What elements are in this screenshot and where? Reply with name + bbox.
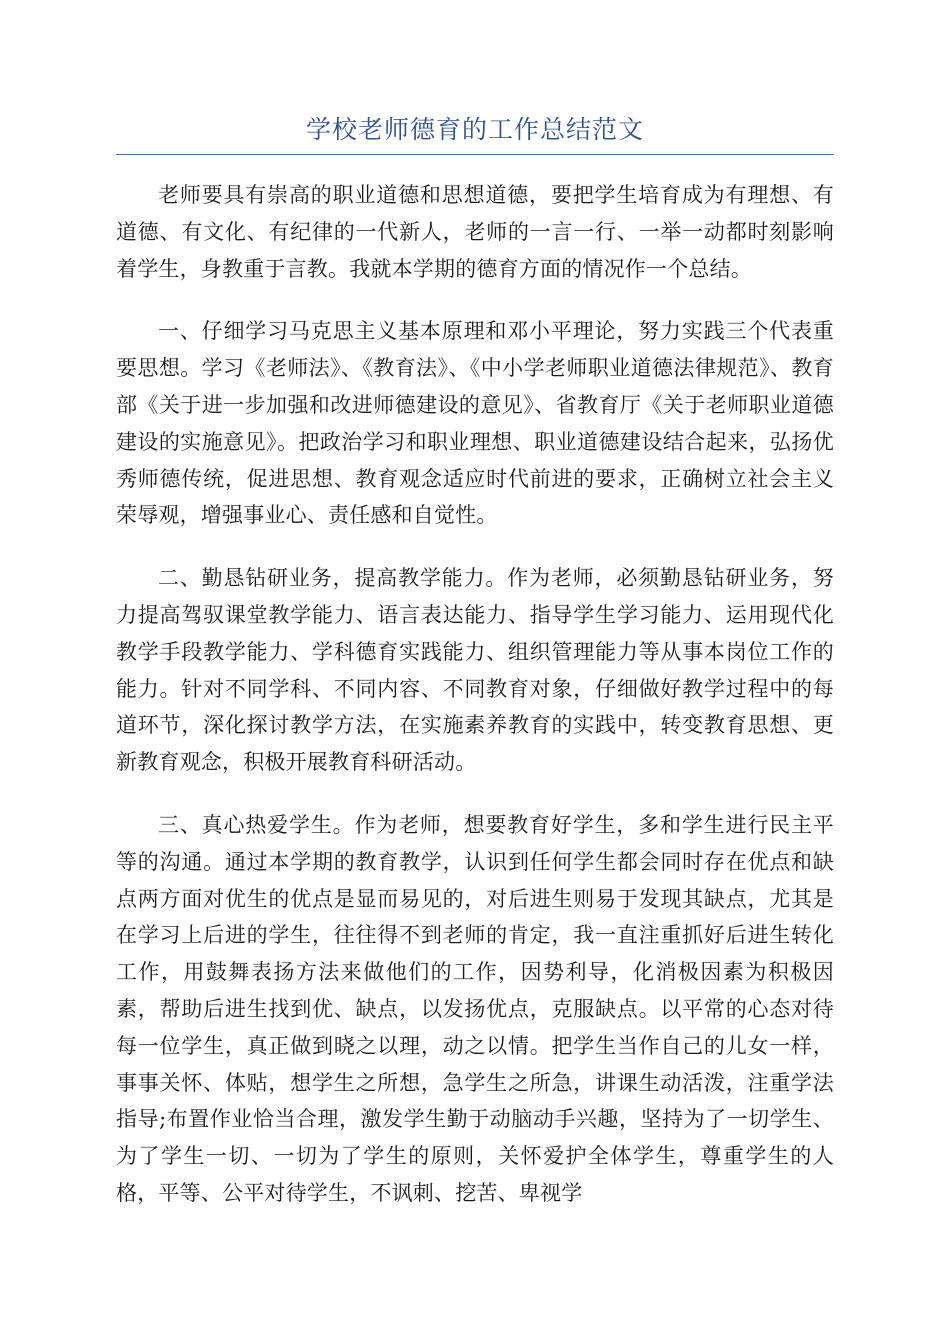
paragraph-intro: 老师要具有崇高的职业道德和思想道德，要把学生培育成为有理想、有道德、有文化、有纪律的一代新人，老师的一言一行、一举一动都时刻影响着学生，身教重于言教。我就本学期的德育方面的情况作一个总结。 <box>116 183 834 281</box>
document-title: 学校老师德育的工作总结范文 <box>305 115 644 144</box>
title-underline <box>116 154 834 155</box>
paragraph-section-3: 三、真心热爱学生。作为老师，想要教育好学生，多和学生进行民主平等的沟通。通过本学期的教育教学，认识到任何学生都会同时存在优点和缺点两方面对优生的优点是显而易见的，对后进生则易于发现其缺点，尤其是在学习上后进的学生，往往得不到老师的肯定，我一直注重抓好后进生转化工作，用鼓舞表扬方法来做他们的工作，因势利导，化消极因素为积极因素，帮助后进生找到优、缺点，以发扬优点，克服缺点。以平常的心态对待每一位学生，真正做到晓之以理，动之以情。把学生当作自己的儿女一样，事事关怀、体贴，想学生之所想，急学生之所急，讲课生动活泼，注重学法指导;布置作业恰当合理，激发学生勤于动脑动手兴趣，坚持为了一切学生、为了学生一切、一切为了学生的原则，关怀爱护全体学生，尊重学生的人格，平等、公平对待学生，不讽刺、挖苦、卑视学 <box>116 812 834 1205</box>
paragraph-section-1: 一、仔细学习马克思主义基本原理和邓小平理论，努力实践三个代表重要思想。学习《老师法》、《教育法》、《中小学老师职业道德法律规范》、教育部《关于进一步加强和改进师德建设的意见》、省教育厅《关于老师职业道德建设的实施意见》。把政治学习和职业理想、职业道德建设结合起来，弘扬优秀师德传统，促进思想、教育观念适应时代前进的要求，正确树立社会主义荣辱观，增强事业心、责任感和自觉性。 <box>116 319 834 528</box>
document-body <box>116 177 834 1238</box>
paragraph-section-2: 二、勤恳钻研业务，提高教学能力。作为老师，必须勤恳钻研业务，努力提高驾驭课堂教学能力、语言表达能力、指导学生学习能力、运用现代化教学手段教学能力、学科德育实践能力、组织管理能力等从事本岗位工作的能力。针对不同学科、不同内容、不同教育对象，仔细做好教学过程中的每道环节，深化探讨教学方法，在实施素养教育的实践中，转变教育思想、更新教育观念，积极开展教育科研活动。 <box>116 566 834 775</box>
